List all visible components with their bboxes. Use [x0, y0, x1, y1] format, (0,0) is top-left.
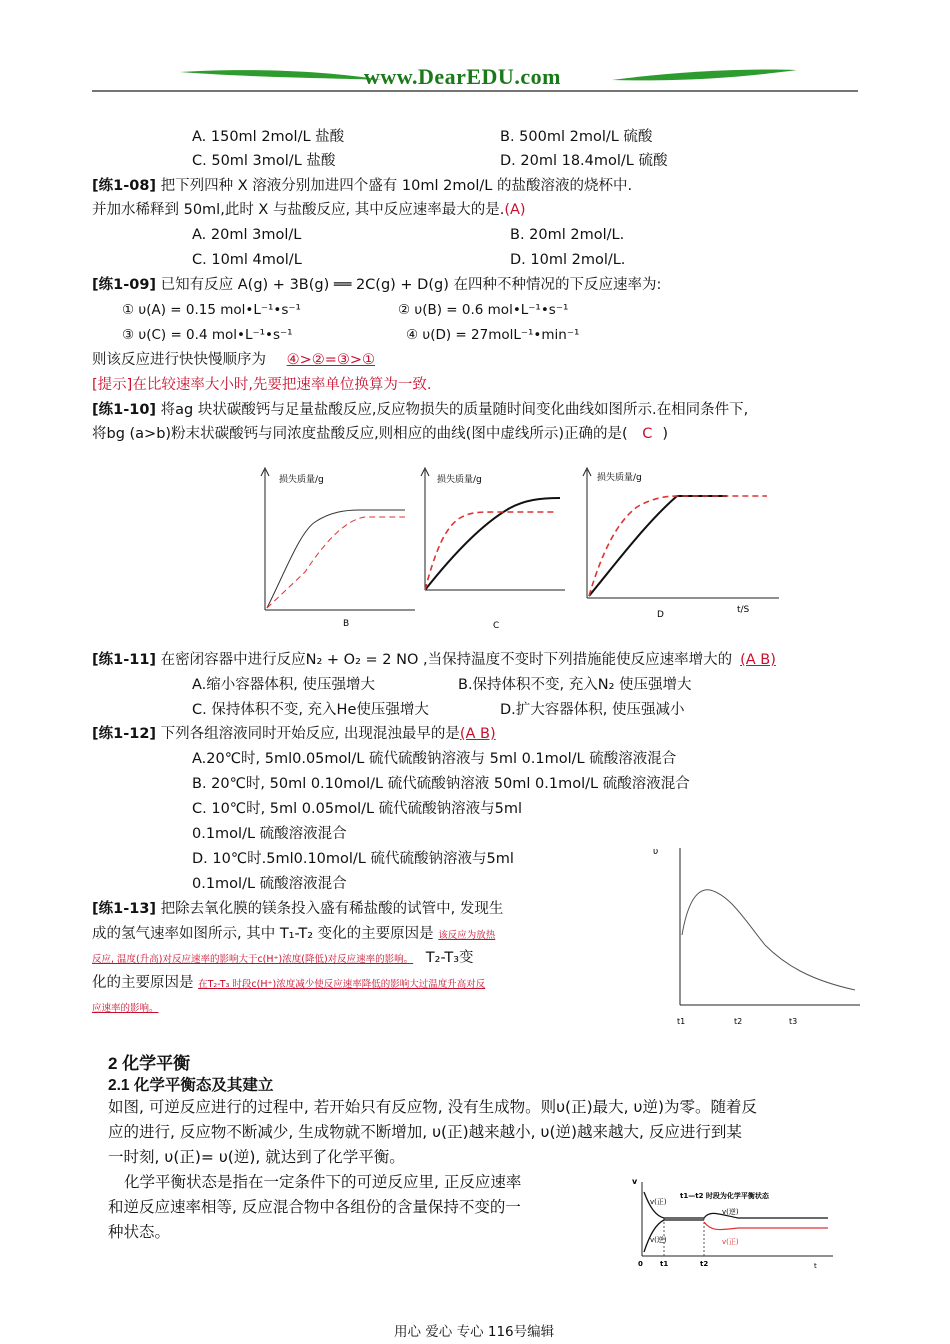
paragraph-1-line3: 一时刻, υ(正)= υ(逆), 就达到了化学平衡。	[108, 1148, 405, 1166]
q11-label: [练1-11]	[92, 652, 157, 668]
q10-text1: 将ag 块状碳酸钙与足量盐酸反应,反应物损失的质量随时间变化曲线如图所示.在相同条件下,	[160, 402, 749, 418]
eq-t1: t1	[660, 1260, 669, 1268]
q09-opt4: ④ υ(D) = 27molL⁻¹•min⁻¹	[406, 327, 580, 343]
q09-label: [练1-09]	[92, 277, 157, 293]
equilibrium-graph	[628, 1174, 838, 1274]
q11-answer: (A B)	[740, 652, 776, 668]
q08-option-d: D. 10ml 2mol/L.	[510, 252, 626, 268]
q09-order-answer: ④>②=③>①	[286, 352, 376, 368]
q13-text3: T₂-T₃变	[425, 950, 474, 966]
q10-graph-d	[583, 468, 779, 620]
q12-option-c1: C. 10℃时, 5ml 0.05mol/L 硫代硫酸钠溶液与5ml	[192, 801, 523, 817]
eq-graph-title: t1—t2 时段为化学平衡状态	[680, 1192, 769, 1200]
site-logo[interactable]: www.DearEDU.com	[364, 64, 561, 89]
q11-option-d: D.扩大容器体积, 使压强减小	[500, 702, 685, 718]
paragraph-1-line1: 如图, 可逆反应进行的过程中, 若开始只有反应物, 没有生成物。则υ(正)最大, υ逆)为零。随着反	[108, 1098, 757, 1116]
q13-graph-ylabel: υ	[653, 847, 659, 857]
q08-text1: 把下列四种 X 溶液分别加进四个盛有 10ml 2mol/L 的盐酸溶液的烧杯中.	[160, 178, 633, 194]
q13-graph	[640, 840, 870, 1030]
q08-option-b: B. 20ml 2mol/L.	[510, 227, 625, 243]
q13-label: [练1-13]	[92, 901, 157, 917]
q13-text2: 成的氢气速率如图所示, 其中 T₁-T₂ 变化的主要原因是	[92, 926, 434, 942]
q07-option-a: A. 150ml 2mol/L 盐酸	[192, 129, 345, 145]
q11-option-a: A.缩小容器体积, 使压强增大	[192, 677, 375, 693]
q13-line5	[92, 998, 159, 1016]
paragraph-2-line1: 化学平衡状态是指在一定条件下的可逆反应里, 正反应速率	[124, 1173, 522, 1191]
q11-line1	[92, 651, 776, 669]
q10-line2	[92, 425, 668, 443]
q12-option-d2: 0.1mol/L 硫酸溶液混合	[192, 876, 347, 892]
q10-c-label: C	[493, 621, 500, 631]
q12-option-d1: D. 10℃时.5ml0.10mol/L 硫代硫酸钠溶液与5ml	[192, 851, 514, 867]
eq-forward2-label: v(正)	[722, 1238, 739, 1246]
paragraph-2-line2: 和逆反应速率相等, 反应混合物中各组份的含量保持不变的一	[108, 1198, 521, 1216]
q13-line1	[92, 900, 503, 918]
q13-line2	[92, 925, 495, 943]
q10-close: )	[662, 426, 669, 442]
q13-text4: 化的主要原因是	[92, 975, 194, 991]
q11-option-c: C. 保持体积不变, 充入He使压强增大	[192, 702, 429, 718]
q08-option-a: A. 20ml 3mol/L	[192, 227, 302, 243]
header-banner	[92, 60, 862, 96]
q09-opt3: ③ υ(C) = 0.4 mol•L⁻¹•s⁻¹	[122, 327, 293, 343]
q10-label: [练1-10]	[92, 402, 157, 418]
eq-origin: 0	[638, 1260, 643, 1268]
q12-option-c2: 0.1mol/L 硫酸溶液混合	[192, 826, 347, 842]
q09-order	[92, 351, 385, 369]
q13-line3	[92, 949, 474, 967]
q07-option-b: B. 500ml 2mol/L 硫酸	[500, 129, 653, 145]
q12-text1: 下列各组溶液同时开始反应, 出现混浊最早的是	[160, 726, 460, 742]
q12-answer: (A B)	[459, 726, 496, 742]
section-title: 2 化学平衡	[108, 1054, 191, 1073]
q13-line4	[92, 974, 485, 992]
q12-label: [练1-12]	[92, 726, 157, 742]
q10-d-label: D	[657, 610, 664, 620]
q13-text1: 把除去氧化膜的镁条投入盛有稀盐酸的试管中, 发现生	[160, 901, 504, 917]
q12-option-b: B. 20℃时, 50ml 0.10mol/L 硫代硫酸钠溶液 50ml 0.1mol/L 硫酸溶液混合	[192, 776, 690, 792]
q13-answer1a: 该反应为放热	[438, 930, 496, 941]
q09-order-label: 则该反应进行快快慢顺序为	[92, 352, 266, 368]
q13-answer1b: 反应, 温度(升高)对反应速率的影响大于c(H⁺)浓度(降低)对反应速率的影响。	[92, 954, 414, 965]
q07-option-d: D. 20ml 18.4mol/L 硫酸	[500, 153, 668, 169]
q09-opt1: ① υ(A) = 0.15 mol•L⁻¹•s⁻¹	[122, 302, 301, 318]
q11-text1: 在密闭容器中进行反应N₂ + O₂ = 2 NO ,当保持温度不变时下列措施能使反应速率增大的	[160, 652, 733, 668]
q08-text2: 并加水稀释到 50ml,此时 X 与盐酸反应, 其中反应速率最大的是.	[92, 202, 505, 218]
q09-line1	[92, 276, 661, 294]
q09-opt2: ② υ(B) = 0.6 mol•L⁻¹•s⁻¹	[398, 302, 569, 318]
q10-line1	[92, 401, 748, 419]
q11-option-b: B.保持体积不变, 充入N₂ 使压强增大	[458, 677, 692, 693]
eq-t2: t2	[700, 1260, 709, 1268]
q10-c-ylabel: 损失质量/g	[437, 475, 482, 485]
q10-b-ylabel: 损失质量/g	[279, 475, 324, 485]
eq-t: t	[814, 1262, 817, 1270]
q13-graph-t3: t3	[789, 1017, 798, 1026]
q12-line1	[92, 725, 496, 743]
q08-line1	[92, 177, 632, 195]
q12-option-a: A.20℃时, 5ml0.05mol/L 硫代硫酸钠溶液与 5ml 0.1mol/L 硫酸溶液混合	[192, 751, 677, 767]
q10-text2: 将bg (a>b)粉末状碳酸钙与同浓度盐酸反应,则相应的曲线(图中虚线所示)正确的是(	[92, 426, 628, 442]
eq-forward-label: v(正)	[650, 1198, 667, 1206]
q10-d-ylabel: 损失质量/g	[597, 473, 642, 483]
q08-option-c: C. 10ml 4mol/L	[192, 252, 302, 268]
q09-hint: [提示]在比较速率大小时,先要把速率单位换算为一致.	[92, 377, 432, 393]
q10-graph-b	[261, 468, 415, 629]
q08-line2	[92, 201, 526, 219]
q08-label: [练1-08]	[92, 178, 157, 194]
q13-graph-t1: t1	[677, 1017, 686, 1026]
q13-answer2b: 应速率的影响。	[92, 1003, 159, 1014]
footer-text: 用心 爱心 专心 116号编辑	[394, 1324, 555, 1340]
q10-b-label: B	[343, 619, 350, 629]
q10-d-xlabel: t/S	[737, 605, 750, 615]
q08-answer: (A)	[504, 202, 526, 218]
q10-graph-c	[421, 468, 565, 631]
q07-option-c: C. 50ml 3mol/L 盐酸	[192, 153, 336, 169]
q13-graph-t2: t2	[734, 1017, 743, 1026]
q10-graphs	[255, 462, 785, 632]
eq-graph-ylabel: v	[632, 1177, 638, 1186]
q13-answer2a: 在T₂-T₃ 时段c(H⁺)浓度减少使反应速率降低的影响大过温度升高对反	[198, 979, 486, 990]
eq-reverse-label: v(逆)	[650, 1236, 667, 1244]
section-subtitle: 2.1 化学平衡态及其建立	[108, 1077, 274, 1094]
paragraph-2-line3: 种状态。	[108, 1223, 171, 1241]
q10-answer: C	[642, 426, 653, 442]
paragraph-1-line2: 应的进行, 反应物不断减少, 生成物就不断增加, υ(正)越来越小, υ(逆)越来越大, 反应进行到某	[108, 1123, 742, 1141]
eq-reverse2-label: v(逆)	[722, 1208, 739, 1216]
q09-text1: 已知有反应 A(g) + 3B(g) ══ 2C(g) + D(g) 在四种不种情况的下反应速率为:	[160, 277, 662, 293]
